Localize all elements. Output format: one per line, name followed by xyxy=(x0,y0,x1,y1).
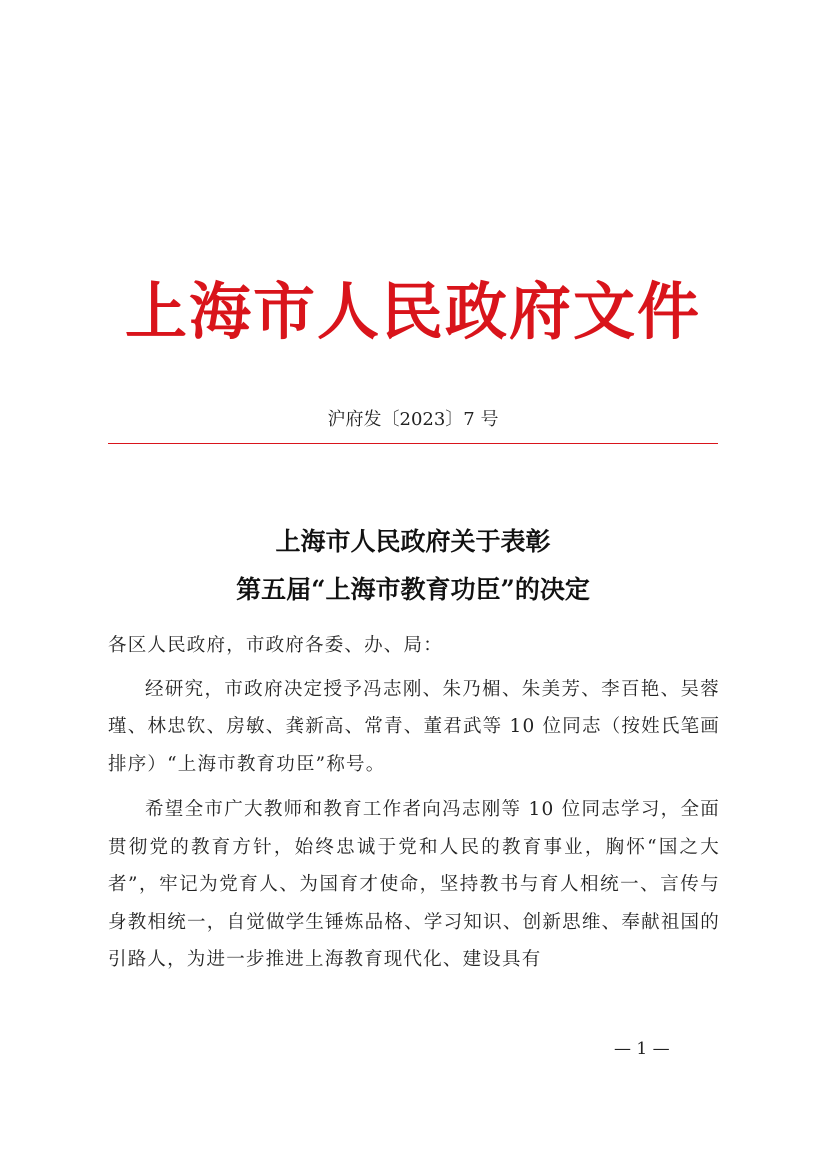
subject-line-1: 上海市人民政府关于表彰 xyxy=(275,527,551,556)
body-paragraph-2: 希望全市广大教师和教育工作者向冯志刚等 10 位同志学习，全面贯彻党的教育方针，始终忠诚于党和人民的教育事业，胸怀“国之大者”，牢记为党育人、为国育才使命，坚持教书与育人相统一、言传与身教相统一，自觉做学生锤炼品格、学习知识、创新思维、奉献祖国的引路人，为进一步推进上海教育现代化、建设具有 xyxy=(108,799,720,970)
body-paragraph-1: 经研究，市政府决定授予冯志刚、朱乃楣、朱美芳、李百艳、吴蓉瑾、林忠钦、房敏、龚新高、常青、董君武等 10 位同志（按姓氏笔画排序）“上海市教育功臣”称号。 xyxy=(108,678,720,775)
document-header-title: 上海市人民政府文件 xyxy=(124,275,701,348)
document-body xyxy=(108,627,720,987)
page-number: — 1 — xyxy=(614,1039,670,1059)
subject-line-2: 第五届“上海市教育功臣”的决定 xyxy=(236,575,590,604)
document-number: 沪府发〔2023〕7 号 xyxy=(327,409,499,430)
header-red-rule xyxy=(108,443,718,444)
addressee: 各区人民政府，市政府各委、办、局： xyxy=(108,635,443,656)
document-subject xyxy=(0,518,826,614)
